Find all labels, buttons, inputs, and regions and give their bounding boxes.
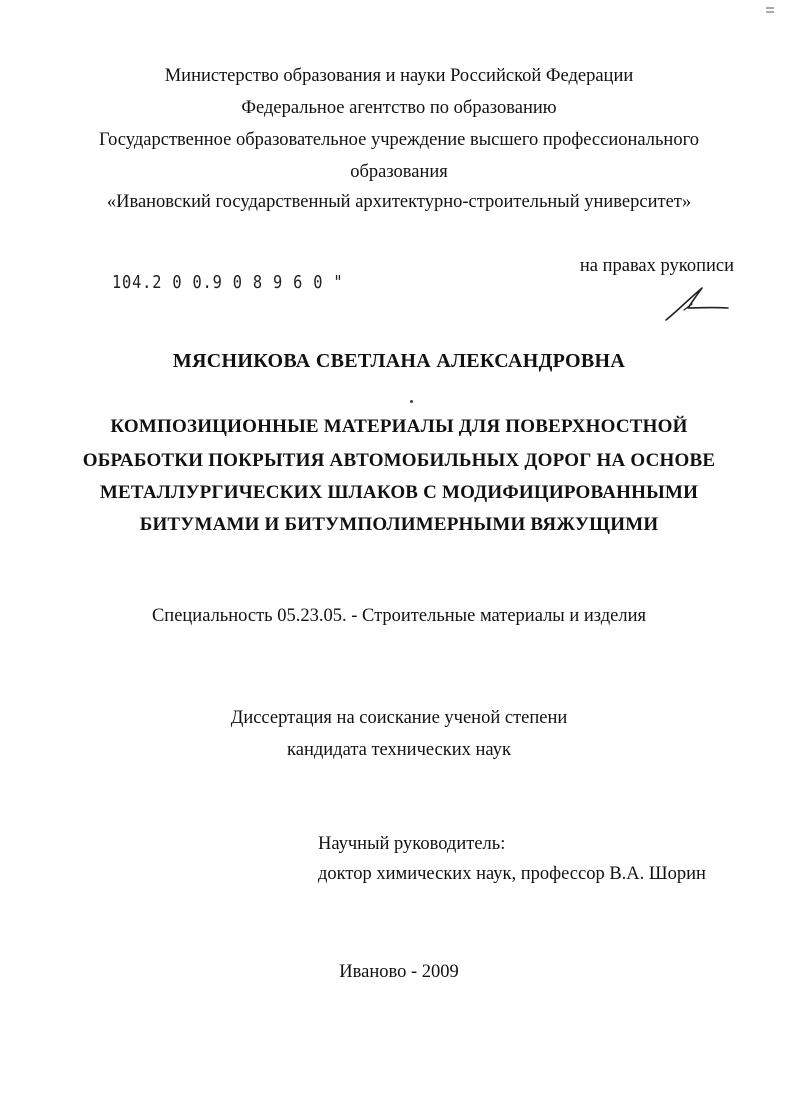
agency-line: Федеральное агентство по образованию bbox=[241, 98, 557, 118]
specialty-line: Специальность 05.23.05. - Строительные материалы и изделия bbox=[151, 606, 647, 626]
title-line: МЕТАЛЛУРГИЧЕСКИХ ШЛАКОВ С МОДИФИЦИРОВАННЫМИ bbox=[99, 482, 699, 503]
corner-mark bbox=[765, 6, 775, 14]
institution-line: Государственное образовательное учреждение высшего профессионального bbox=[99, 130, 699, 150]
dissertation-line: Диссертация на соискание ученой степени bbox=[230, 708, 568, 728]
ministry-line: Министерство образования и науки Российской Федерации bbox=[164, 66, 634, 86]
title-line: ОБРАБОТКИ ПОКРЫТИЯ АВТОМОБИЛЬНЫХ ДОРОГ НА ОСНОВЕ bbox=[82, 450, 716, 471]
stray-dot bbox=[410, 400, 413, 403]
title-line: БИТУМАМИ И БИТУМПОЛИМЕРНЫМИ ВЯЖУЩИМИ bbox=[139, 514, 659, 535]
signature-mark bbox=[662, 282, 734, 324]
institution-line-cont: образования bbox=[350, 162, 448, 182]
inventory-number: 104.2 0 0.9 0 8 9 6 0 " bbox=[112, 272, 344, 293]
manuscript-note: на правах рукописи bbox=[579, 256, 734, 276]
supervisor-name: доктор химических наук, профессор В.А. Шорин bbox=[318, 864, 706, 884]
author-name: МЯСНИКОВА СВЕТЛАНА АЛЕКСАНДРОВНА bbox=[172, 350, 626, 372]
place-year: Иваново - 2009 bbox=[339, 962, 459, 982]
degree-line: кандидата технических наук bbox=[287, 740, 511, 760]
title-line: КОМПОЗИЦИОННЫЕ МАТЕРИАЛЫ ДЛЯ ПОВЕРХНОСТНОЙ bbox=[110, 416, 688, 437]
university-line: «Ивановский государственный архитектурно-строительный университет» bbox=[106, 192, 692, 212]
supervisor-label: Научный руководитель: bbox=[318, 834, 506, 854]
